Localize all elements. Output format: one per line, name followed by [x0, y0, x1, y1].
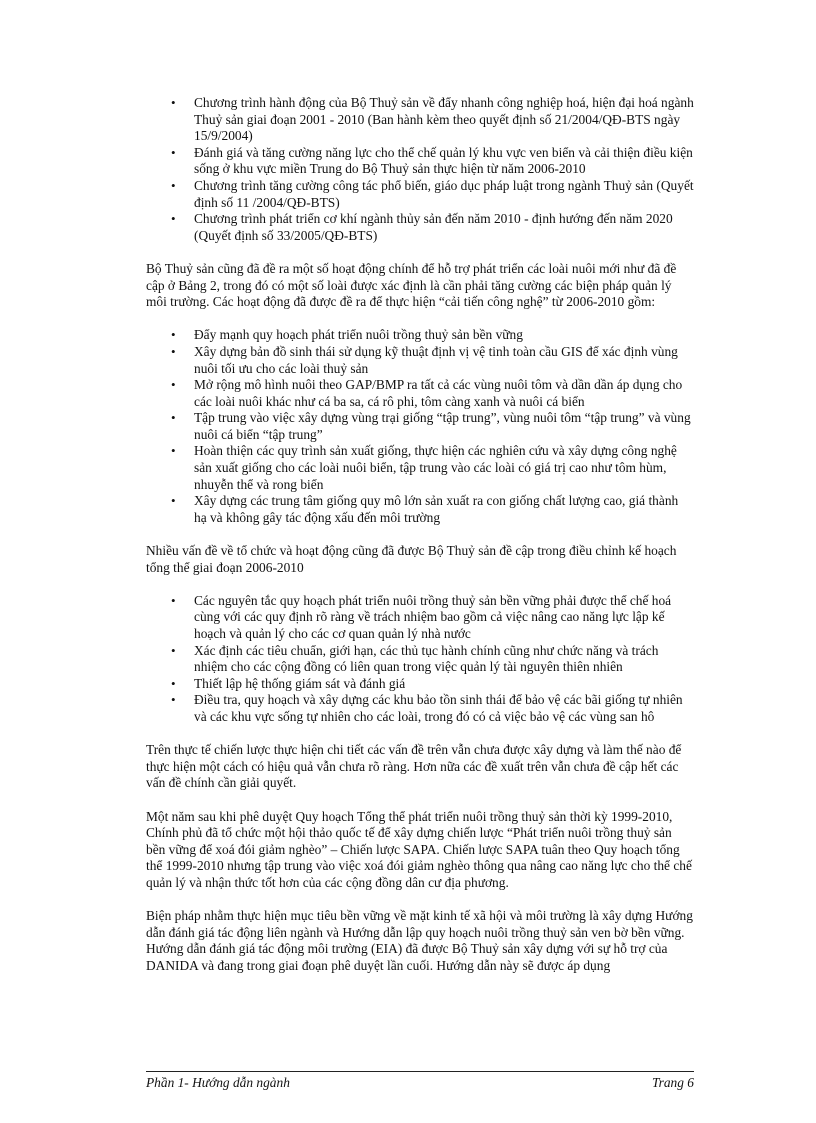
technology-activities-list [146, 327, 694, 526]
page-content [146, 95, 694, 974]
list-item: • Đẩy mạnh quy hoạch phát triển nuôi trồng thuỷ sản bền vững [146, 327, 694, 344]
paragraph-strategy-status: Trên thực tế chiến lược thực hiện chi tiết các vấn đề trên vẫn chưa được xây dựng và làm thế nào để thực hiện một cách có hiệu quả vẫn chưa rõ ràng. Hơn nữa các đề xuất trên vẫn chưa đề cập hết các vấn đề chính cần giải quyết. [146, 742, 682, 791]
program-list [146, 95, 694, 244]
footer-section-title: Phần 1- Hướng dẫn ngành [146, 1075, 290, 1090]
paragraph-sapa-strategy: Một năm sau khi phê duyệt Quy hoạch Tổng thể phát triển nuôi trồng thuỷ sản thời kỳ 1999-2010, Chính phủ đã tổ chức một hội thảo quốc tế để xây dựng chiến lược “Phát triển nuôi trồng thuỷ sản bền vững để xoá đói giảm nghèo” – Chiến lược SAPA. Chiến lược SAPA tuân theo Quy hoạch tổng thể 1999-2010 nhưng tập trung vào việc xoá đói giảm nghèo thông qua nâng cao năng lực cho thể chế quản lý và nhận thức tốt hơn của các cộng đồng dân cư địa phương. [146, 808, 692, 890]
list-item: • Xây dựng các trung tâm giống quy mô lớn sản xuất ra con giống chất lượng cao, giá thành hạ và không gây tác động xấu đến môi trường [146, 493, 694, 526]
paragraph-guidelines: Biện pháp nhằm thực hiện mục tiêu bền vững về mặt kinh tế xã hội và môi trường là xây dựng Hướng dẫn đánh giá tác động liên ngành và Hướng dẫn lập quy hoạch nuôi trồng thuỷ sản ven bờ bền vững. Hướng dẫn đánh giá tác động môi trường (EIA) đã được Bộ Thuỷ sản xây dựng với sự hỗ trợ của DANIDA và đang trong giai đoạn phê duyệt lần cuối. Hướng dẫn này sẽ được áp dụng [146, 908, 693, 973]
list-item: • Hoàn thiện các quy trình sản xuất giống, thực hiện các nghiên cứu và xây dựng công nghệ sản xuất giống cho các loài nuôi biển, tập trung vào các loài có giá trị cao như tôm hùm, nhuyễn thể và rong biển [146, 443, 694, 493]
page-footer [146, 1071, 694, 1090]
list-item: • Xác định các tiêu chuẩn, giới hạn, các thủ tục hành chính cũng như chức năng và trách nhiệm cho các cộng đồng có liên quan trong việc quản lý tài nguyên thiên nhiên [146, 643, 694, 676]
list-item: • Mở rộng mô hình nuôi theo GAP/BMP ra tất cả các vùng nuôi tôm và dần dần áp dụng cho các loài nuôi khác như cá ba sa, cá rô phi, tôm càng xanh và nuôi cá biển [146, 377, 694, 410]
list-item: • Thiết lập hệ thống giám sát và đánh giá [146, 676, 694, 693]
list-item: • Chương trình tăng cường công tác phổ biến, giáo dục pháp luật trong ngành Thuỷ sản (Quyết định số 11 /2004/QĐ-BTS) [146, 178, 694, 211]
paragraph-new-species: Bộ Thuỷ sản cũng đã đề ra một số hoạt động chính để hỗ trợ phát triển các loài nuôi mới như đã đề cập ở Bảng 2, trong đó có một số loài được xác định là cần phải tăng cường các biện pháp quản lý môi trường. Các hoạt động đã được đề ra để thực hiện “cải tiến công nghệ” từ 2006-2010 gồm: [146, 260, 677, 310]
organization-issues-list [146, 593, 694, 726]
list-item: • Điều tra, quy hoạch và xây dựng các khu bảo tồn sinh thái để bảo vệ các bãi giống tự nhiên và các khu vực sống tự nhiên cho các loài, trong đó có cả việc bảo vệ các vùng san hô [146, 692, 694, 725]
list-item: • Các nguyên tắc quy hoạch phát triển nuôi trồng thuỷ sản bền vững phải được thể chế hoá cùng với các quy định rõ ràng về trách nhiệm bao gồm cả việc nâng cao năng lực lập kế hoạch và quản lý cho các cơ quan quản lý nhà nước [146, 593, 694, 643]
list-item: • Chương trình hành động của Bộ Thuỷ sản về đẩy nhanh công nghiệp hoá, hiện đại hoá ngành Thuỷ sản giai đoạn 2001 - 2010 (Ban hành kèm theo quyết định số 21/2004/QĐ-BTS ngày 15/9/2004) [146, 95, 694, 145]
list-item: • Xây dựng bản đồ sinh thái sử dụng kỹ thuật định vị vệ tinh toàn cầu GIS để xác định vùng nuôi tối ưu cho các loài thuỷ sản [146, 344, 694, 377]
footer-page-number: Trang 6 [651, 1075, 694, 1090]
paragraph-organization: Nhiều vấn đề về tổ chức và hoạt động cũng đã được Bộ Thuỷ sản đề cập trong điều chỉnh kế hoạch tổng thể giai đoạn 2006-2010 [146, 543, 677, 575]
list-item: • Tập trung vào việc xây dựng vùng trại giống “tập trung”, vùng nuôi tôm “tập trung” và vùng nuôi cá biển “tập trung” [146, 410, 694, 443]
list-item: • Đánh giá và tăng cường năng lực cho thể chế quản lý khu vực ven biển và cải thiện điều kiện sống ở khu vực miền Trung do Bộ Thuỷ sản thực hiện từ năm 2006-2010 [146, 145, 694, 178]
list-item: • Chương trình phát triển cơ khí ngành thủy sản đến năm 2010 - định hướng đến năm 2020 (Quyết định số 33/2005/QĐ-BTS) [146, 211, 694, 244]
